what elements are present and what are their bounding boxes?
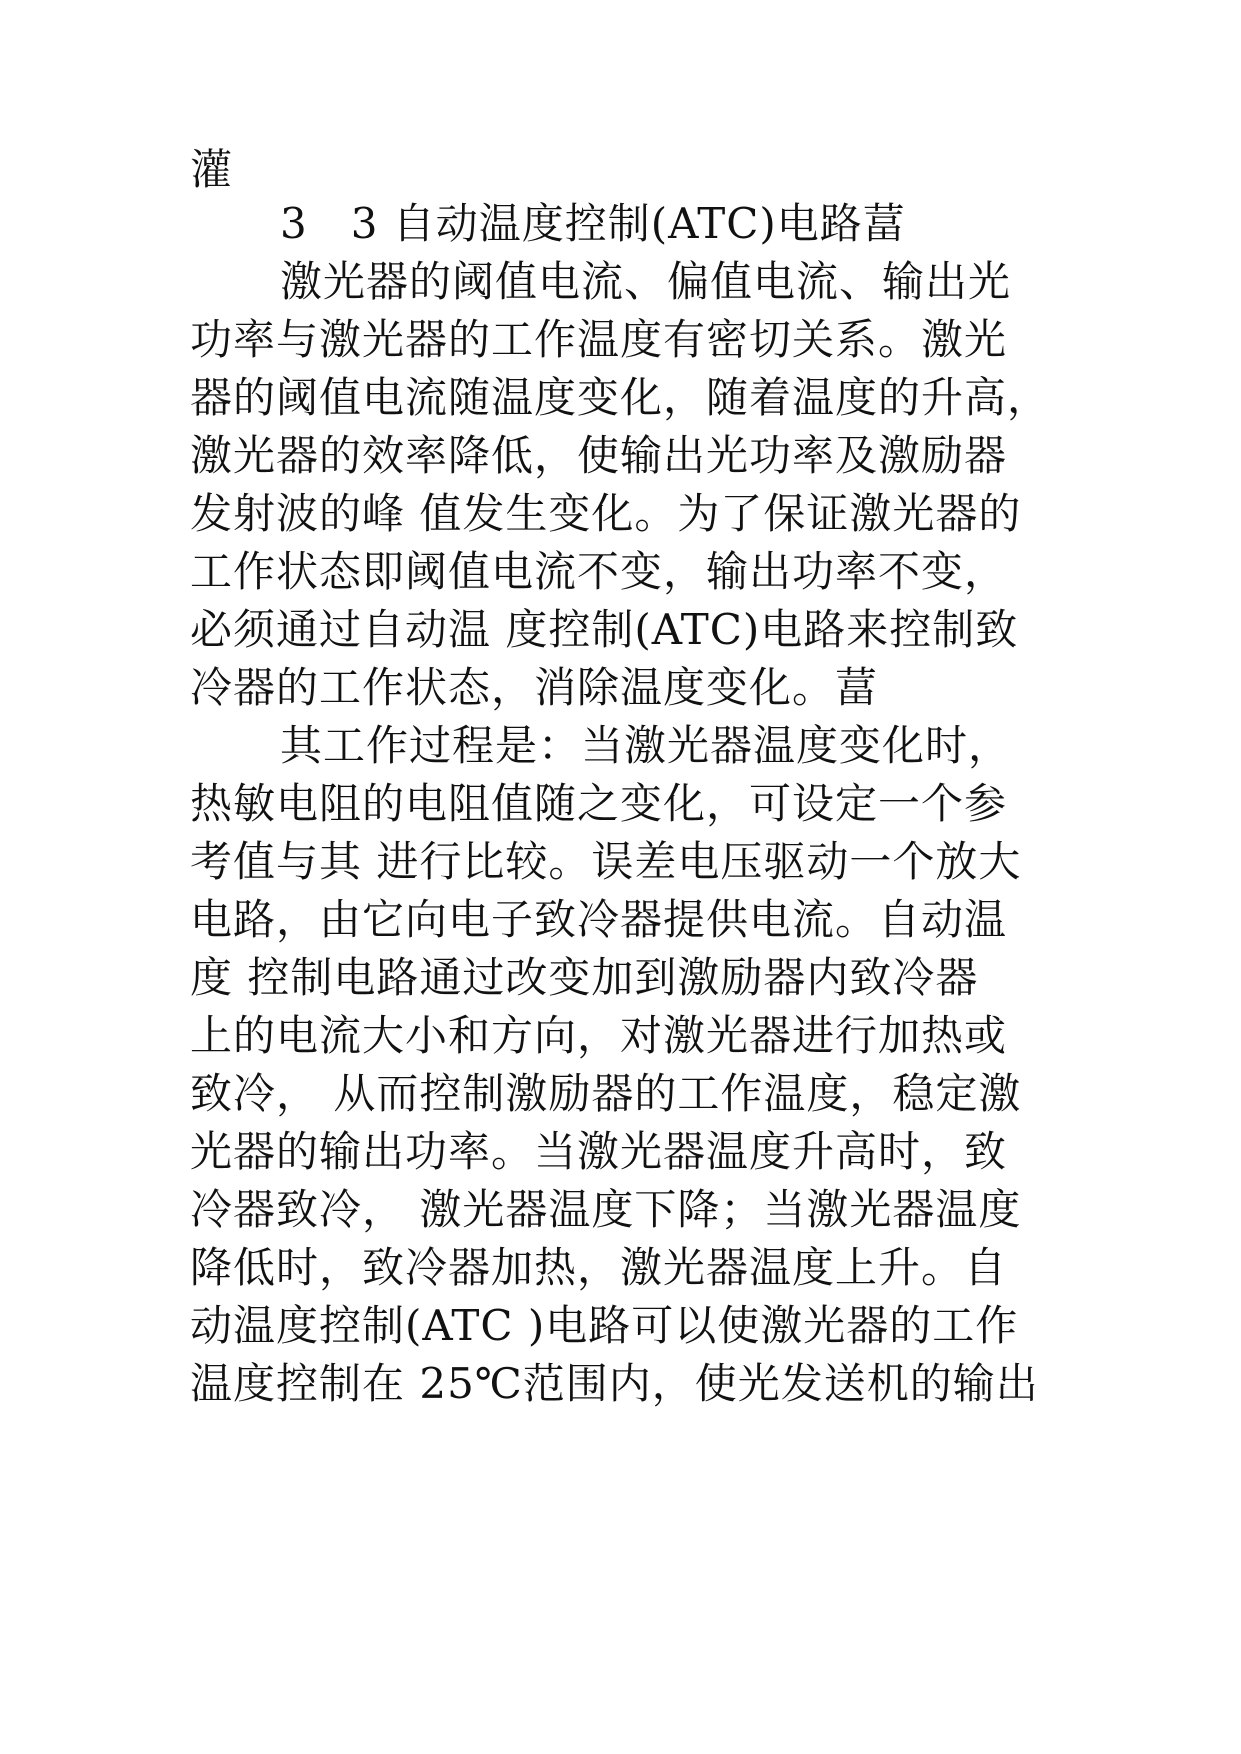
text-line-10: 冷器的工作状态，消除温度变化。葍 (190, 663, 879, 712)
text-line-19: 冷器致冷， 激光器温度下降；当激光器温度 (190, 1185, 1022, 1234)
text-line-18: 光器的输出功率。当激光器温度升高时，致 (190, 1127, 1008, 1176)
text-line-1: 灌 (190, 145, 234, 194)
text-line-17: 致冷， 从而控制激励器的工作温度，稳定激 (190, 1069, 1022, 1118)
text-line-7: 发射波的峰 值发生变化。为了保证激光器的 (190, 489, 1022, 538)
section-heading: 3 3 自动温度控制(ATC)电路葍 (280, 199, 906, 248)
text-line-15: 度 控制电路通过改变加到激励器内致冷器 (190, 953, 979, 1002)
text-line-6: 激光器的效率降低，使输出光功率及激励器 (190, 431, 1008, 480)
text-line-9: 必须通过自动温 度控制(ATC)电路来控制致 (190, 605, 1019, 654)
text-line-4: 功率与激光器的工作温度有密切关系。激光 (190, 315, 1008, 364)
text-line-20: 降低时，致冷器加热，激光器温度上升。自 (190, 1243, 1008, 1292)
text-line-11: 其工作过程是：当激光器温度变化时， (280, 721, 1012, 770)
text-line-12: 热敏电阻的电阻值随之变化，可设定一个参 (190, 779, 1008, 828)
text-line-13: 考值与其 进行比较。误差电压驱动一个放大 (190, 837, 1022, 886)
text-line-3: 激光器的阈值电流、偏值电流、输出光 (280, 257, 1012, 306)
text-line-16: 上的电流大小和方向，对激光器进行加热或 (190, 1011, 1008, 1060)
text-line-5: 器的阈值电流随温度变化，随着温度的升高， (190, 373, 1051, 422)
text-line-22: 温度控制在 25℃范围内，使光发送机的输出 (190, 1359, 1039, 1408)
text-line-21: 动温度控制(ATC )电路可以使激光器的工作 (190, 1301, 1019, 1350)
text-line-8: 工作状态即阈值电流不变，输出功率不变， (190, 547, 1008, 596)
text-line-14: 电路，由它向电子致冷器提供电流。自动温 (190, 895, 1008, 944)
